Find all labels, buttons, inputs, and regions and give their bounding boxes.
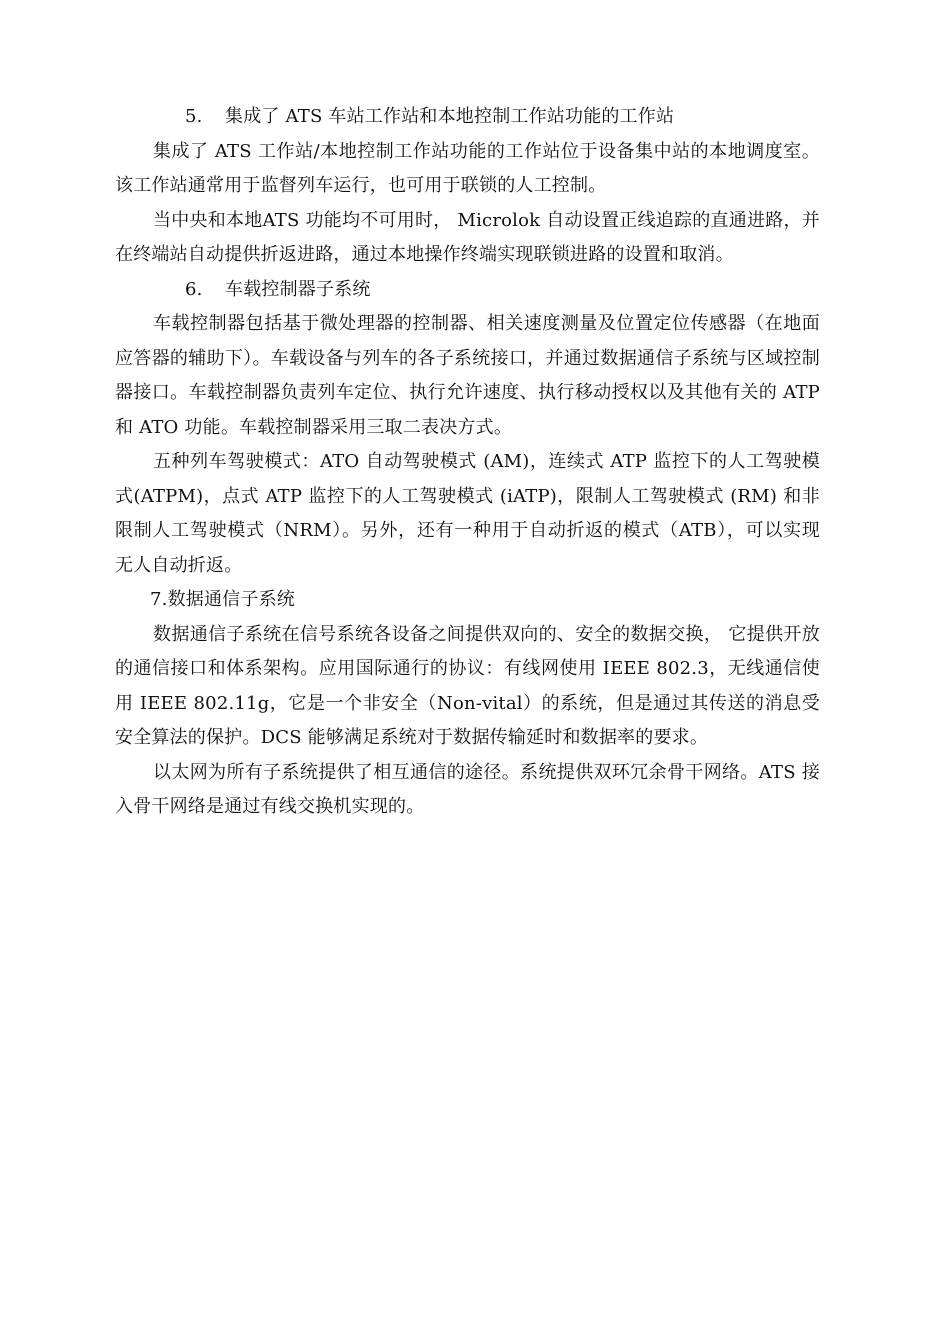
section-6-paragraph-1: 车载控制器包括基于微处理器的控制器、相关速度测量及位置定位传感器（在地面应答器的辅助下）。车载设备与列车的各子系统接口，并通过数据通信子系统与区域控制器接口。车载控制器负责列车定位、执行允许速度、执行移动授权以及其他有关的 ATP 和 ATO 功能。车载控制器采用三取二表决方式。	[115, 313, 820, 438]
section-5-heading	[115, 100, 820, 135]
section-5-number: 5.	[185, 106, 203, 127]
section-6-number: 6.	[185, 278, 203, 300]
section-5-paragraph-2: 当中央和本地ATS 功能均不可用时， Microlok 自动设置正线追踪的直通进路，并在终端站自动提供折返进路，通过本地操作终端实现联锁进路的设置和取消。	[115, 209, 820, 265]
section-6-paragraph-2: 五种列车驾驶模式：ATO 自动驾驶模式 (AM)，连续式 ATP 监控下的人工驾驶模式(ATPM)，点式 ATP 监控下的人工驾驶模式 (iATP)，限制人工驾驶模式 (RM) 和非限制人工驾驶模式（NRM）。另外，还有一种用于自动折返的模式（ATB），可以实现无人自动折返。	[115, 451, 820, 576]
section-5-title: 集成了 ATS 车站工作站和本地控制工作站功能的工作站	[225, 106, 675, 127]
section-7-paragraph-1: 数据通信子系统在信号系统各设备之间提供双向的、安全的数据交换， 它提供开放的通信接口和体系架构。应用国际通行的协议：有线网使用 IEEE 802.3，无线通信使用 IEEE 802.11g，它是一个非安全（Non-vital）的系统，但是通过其传送的消息受安全算法的保护。DCS 能够满足系统对于数据传输延时和数据率的要求。	[115, 623, 820, 748]
section-5-paragraph-1: 集成了 ATS 工作站/本地控制工作站功能的工作站位于设备集中站的本地调度室。该工作站通常用于监督列车运行，也可用于联锁的人工控制。	[115, 140, 820, 196]
document-body	[115, 100, 820, 825]
section-6-title: 车载控制器子系统	[225, 278, 371, 300]
section-7-paragraph-2: 以太网为所有子系统提供了相互通信的途径。系统提供双环冗余骨干网络。ATS 接入骨干网络是通过有线交换机实现的。	[115, 761, 820, 817]
section-6-heading	[115, 273, 820, 308]
section-7-heading: 7.数据通信子系统	[150, 589, 295, 610]
